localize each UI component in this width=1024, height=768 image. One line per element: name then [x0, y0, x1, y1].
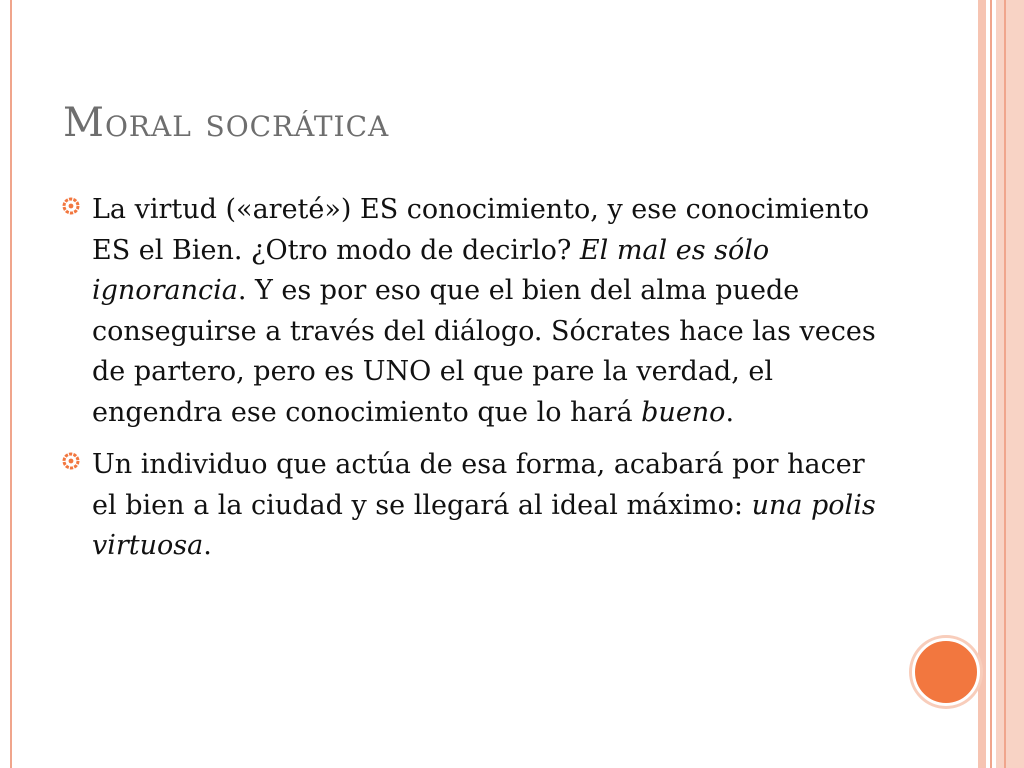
bullet-text-segment: . Y es por eso que el bien del alma puede conseguirse a través del diálogo. Sócrates hace las veces de partero, pero es UNO el que pare la verdad, el engendra ese conocimiento que lo hará: [92, 275, 876, 428]
slide-title: Moral socrática: [63, 100, 390, 146]
bullet-text-italic: una polis virtuosa: [92, 489, 876, 561]
right-decorative-band: [996, 0, 1024, 768]
bullet-text: [92, 445, 892, 567]
orange-circle-decoration: [912, 638, 980, 706]
bullet-item: [62, 190, 892, 433]
gear-bullet-icon: [62, 452, 80, 470]
left-decorative-bar: [10, 0, 12, 768]
bullet-text-italic: El mal es sólo ignorancia: [92, 234, 770, 306]
bullet-item: [62, 445, 892, 567]
right-decorative-line: [990, 0, 992, 768]
right-decorative-bar: [978, 0, 986, 768]
bullet-list: [62, 190, 892, 579]
bullet-text-segment: .: [203, 530, 212, 561]
bullet-text-segment: .: [725, 396, 735, 428]
right-decorative-line-outer: [1004, 0, 1006, 768]
gear-bullet-icon: [62, 197, 80, 215]
bullet-text: [92, 190, 892, 433]
bullet-text-segment: La virtud («areté») ES conocimiento, y ese conocimiento ES el Bien. ¿Otro modo de decirlo?: [92, 194, 870, 266]
bullet-text-italic: bueno: [641, 396, 726, 428]
bullet-text-segment: Un individuo que actúa de esa forma, acabará por hacer el bien a la ciudad y se llegará al ideal máximo:: [92, 449, 865, 521]
